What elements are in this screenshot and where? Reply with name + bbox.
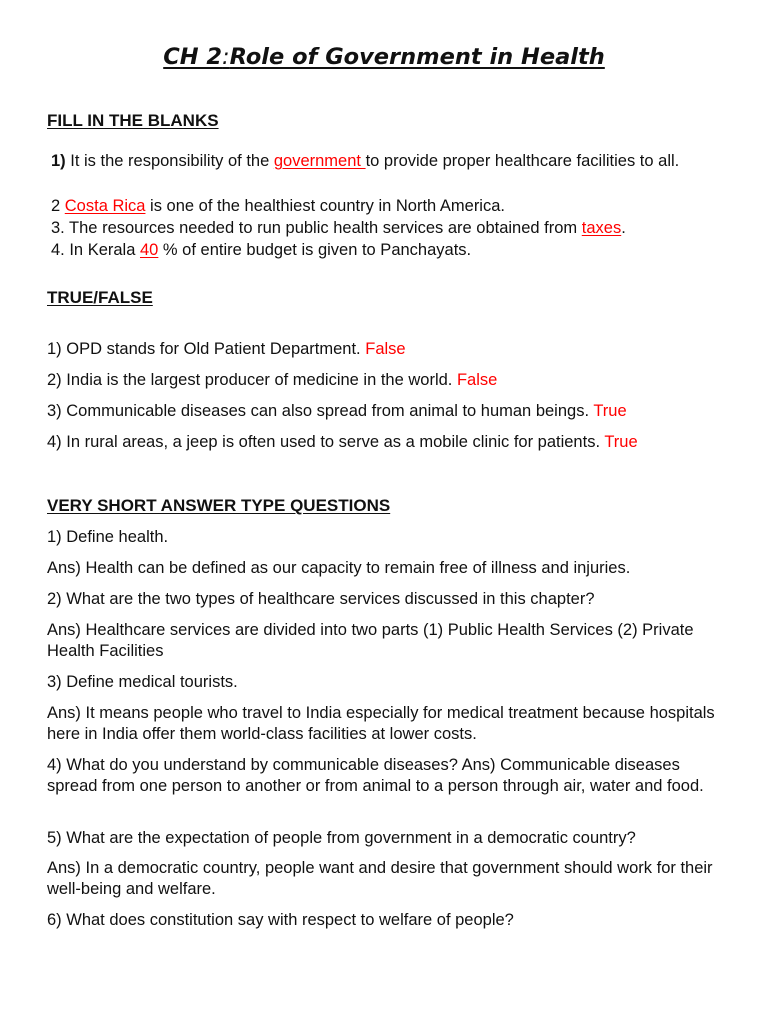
section-heading-short-answers: VERY SHORT ANSWER TYPE QUESTIONS: [47, 496, 391, 515]
blank-answer: 40: [139, 241, 159, 259]
tf-item-1: 1) OPD stands for Old Patient Department. False: [47, 340, 406, 358]
tf-answer: True: [593, 402, 627, 420]
question-line: 6) What does constitution say with respect to welfare of people?: [47, 911, 514, 929]
answer-line: Ans) It means people who travel to India especially for medical treatment because hospitals here in India offer them world-class facilities at lower costs.: [47, 704, 715, 743]
question-line: 5) What are the expectation of people from government in a democratic country?: [47, 829, 636, 847]
answer-line: Ans) Health can be defined as our capacity to remain free of illness and injuries.: [47, 559, 631, 577]
tf-item-4: 4) In rural areas, a jeep is often used to serve as a mobile clinic for patients. True: [47, 433, 638, 451]
answer-line: Ans) Healthcare services are divided into two parts (1) Public Health Services (2) Private Health Facilities: [47, 621, 694, 660]
question-line: 1) Define health.: [47, 528, 169, 546]
tf-item-2: 2) India is the largest producer of medicine in the world. False: [47, 371, 498, 389]
blank-item-2: 2 Costa Rica is one of the healthiest country in North America.: [51, 197, 505, 215]
blank-item-1: 1) It is the responsibility of the government to provide proper healthcare facilities to all.: [51, 152, 680, 170]
tf-answer: False: [456, 371, 498, 389]
section-heading-fill-blanks: FILL IN THE BLANKS: [47, 111, 219, 130]
question-answer-line: 4) What do you understand by communicable diseases? Ans) Communicable diseases spread from one person to another or from animal to a person through air, water and food.: [47, 756, 704, 795]
question-line: 2) What are the two types of healthcare services discussed in this chapter?: [47, 590, 595, 608]
tf-answer: False: [365, 340, 406, 358]
blank-answer: Costa Rica: [64, 197, 146, 215]
blank-answer: government: [273, 152, 366, 170]
question-line: 3) Define medical tourists.: [47, 673, 238, 691]
tf-item-3: 3) Communicable diseases can also spread from animal to human beings. True: [47, 402, 627, 420]
answer-line: Ans) In a democratic country, people want and desire that government should work for their well-being and welfare.: [47, 859, 713, 898]
blank-item-4: 4. In Kerala 40 % of entire budget is given to Panchayats.: [51, 241, 472, 259]
page-title: CH 2:Role of Government in Health: [163, 44, 605, 70]
blank-item-3: 3. The resources needed to run public health services are obtained from taxes.: [51, 219, 626, 237]
section-heading-true-false: TRUE/FALSE: [47, 288, 153, 307]
tf-answer: True: [604, 433, 638, 451]
blank-answer: taxes: [581, 219, 622, 237]
